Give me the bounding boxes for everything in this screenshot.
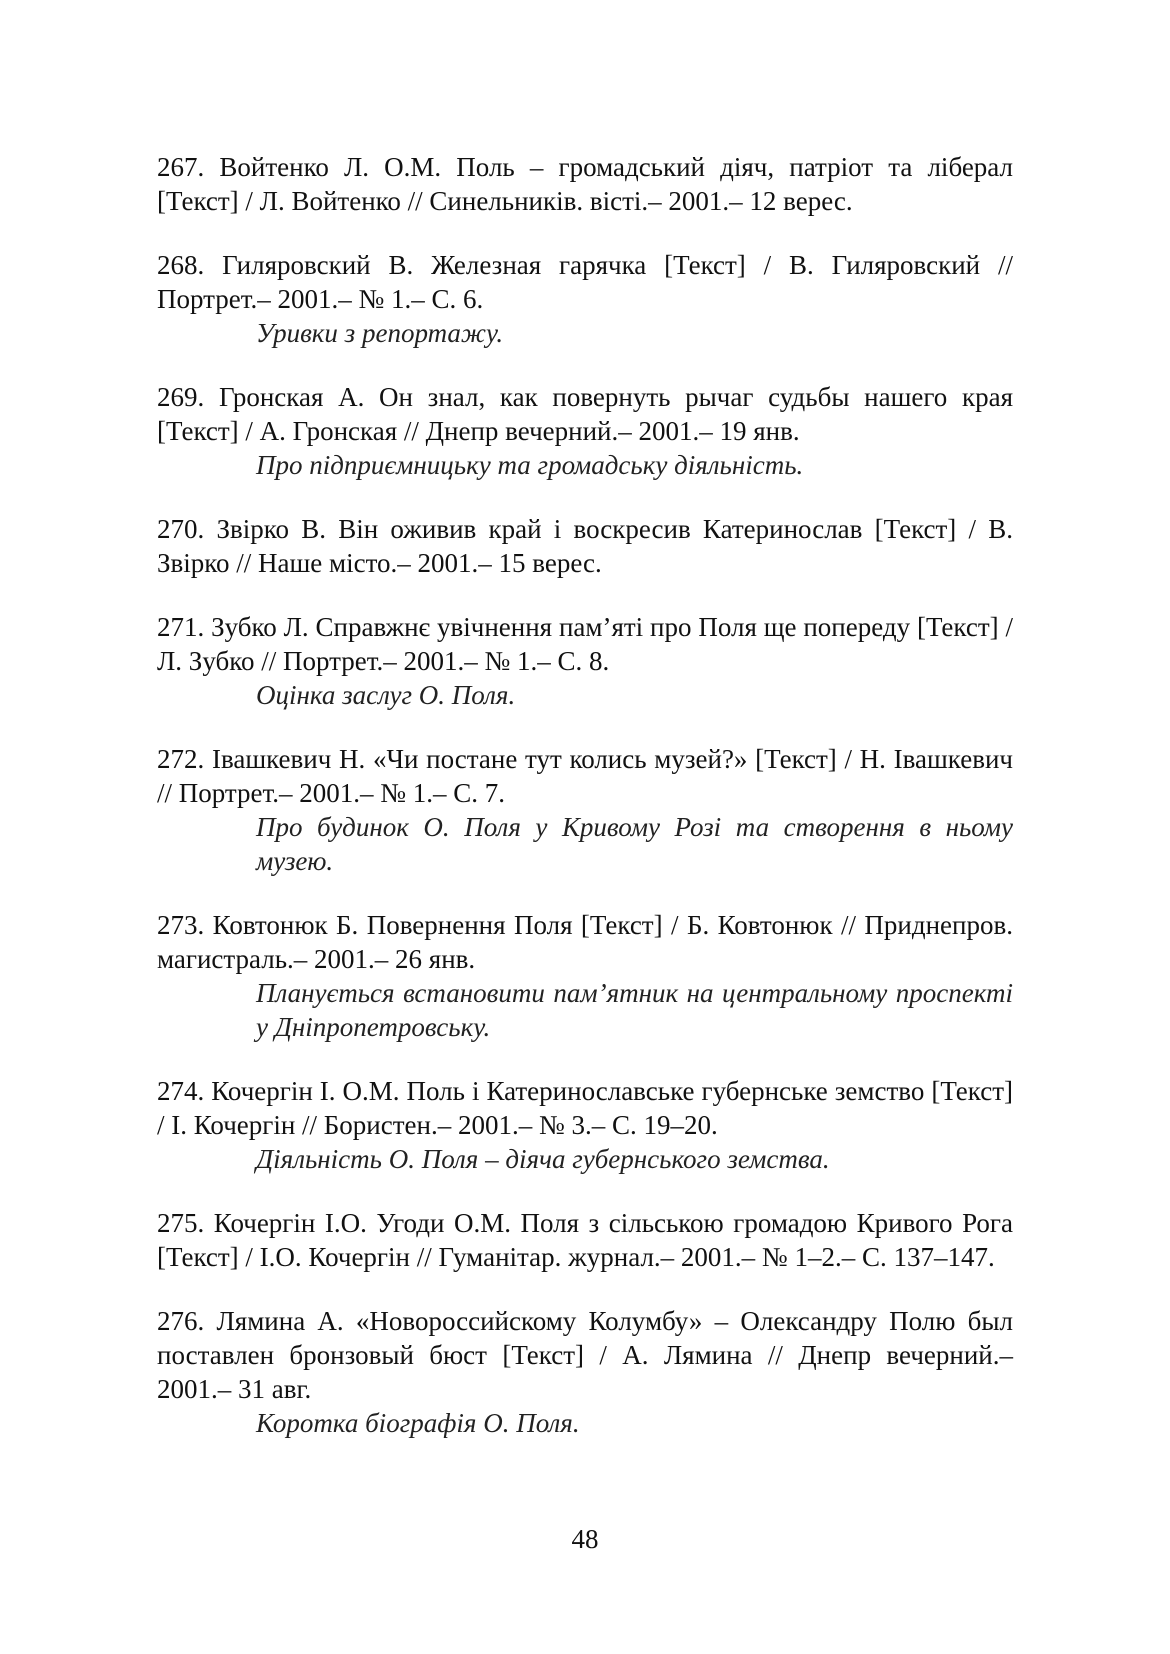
entry-citation: 267. Войтенко Л. О.М. Поль – громадський діяч, патріот та ліберал [Текст] / Л. Войтенко // Синельників. вісті.– 2001.– 12 верес. [157, 152, 1013, 216]
entry-citation: 276. Лямина А. «Новороссийскому Колумбу» – Олександру Полю был поставлен бронзовый бюст [Текст] / А. Лямина // Днепр вечерний.– 2001.– 31 авг. [157, 1306, 1013, 1404]
entry-274 [157, 1074, 1013, 1176]
entry-citation: 268. Гиляровский В. Железная гарячка [Текст] / В. Гиляровский // Портрет.– 2001.– № 1.– С. 6. [157, 250, 1013, 314]
entry-annotation: Оцінка заслуг О. Поля. [256, 680, 516, 710]
entry-271 [157, 610, 1013, 712]
entry-citation: 273. Ковтонюк Б. Повернення Поля [Текст] / Б. Ковтонюк // Приднепров. магистраль.– 2001.– 26 янв. [157, 910, 1013, 974]
entry-276 [157, 1304, 1013, 1440]
entry-annotation: Коротка біографія О. Поля. [256, 1408, 580, 1438]
entry-annotation: Планується встановити пам’ятник на центральному проспекті у Дніпропетровську. [256, 978, 1013, 1042]
bibliography-page [157, 150, 1013, 1470]
entry-citation: 274. Кочергін І. О.М. Поль і Катеринославське губернське земство [Текст] / І. Кочергін // Бористен.– 2001.– № 3.– С. 19–20. [157, 1076, 1013, 1140]
entry-270 [157, 512, 1013, 580]
entry-citation: 275. Кочергін І.О. Угоди О.М. Поля з сільською громадою Кривого Рога [Текст] / І.О. Кочергін // Гуманітар. журнал.– 2001.– № 1–2.– С. 137–147. [157, 1208, 1013, 1272]
entry-annotation: Уривки з репортажу. [256, 318, 504, 348]
entry-citation: 270. Звірко В. Він оживив край і воскресив Катеринослав [Текст] / В. Звірко // Наше місто.– 2001.– 15 верес. [157, 514, 1013, 578]
entry-annotation: Про підприємницьку та громадську діяльність. [256, 450, 804, 480]
entry-269 [157, 380, 1013, 482]
entry-268 [157, 248, 1013, 350]
entry-annotation: Про будинок О. Поля у Кривому Розі та створення в ньому музею. [256, 812, 1013, 876]
entry-annotation: Діяльність О. Поля – діяча губернського земства. [256, 1144, 830, 1174]
entry-275 [157, 1206, 1013, 1274]
entry-272 [157, 742, 1013, 878]
entry-citation: 271. Зубко Л. Справжнє увічнення пам’яті про Поля ще попереду [Текст] / Л. Зубко // Портрет.– 2001.– № 1.– С. 8. [157, 612, 1013, 676]
entry-citation: 272. Івашкевич Н. «Чи постане тут колись музей?» [Текст] / Н. Івашкевич // Портрет.– 2001.– № 1.– С. 7. [157, 744, 1013, 808]
page-number: 48 [571, 1524, 599, 1554]
entry-273 [157, 908, 1013, 1044]
entry-267 [157, 150, 1013, 218]
entry-citation: 269. Гронская А. Он знал, как повернуть рычаг судьбы нашего края [Текст] / А. Гронская // Днепр вечерний.– 2001.– 19 янв. [157, 382, 1013, 446]
